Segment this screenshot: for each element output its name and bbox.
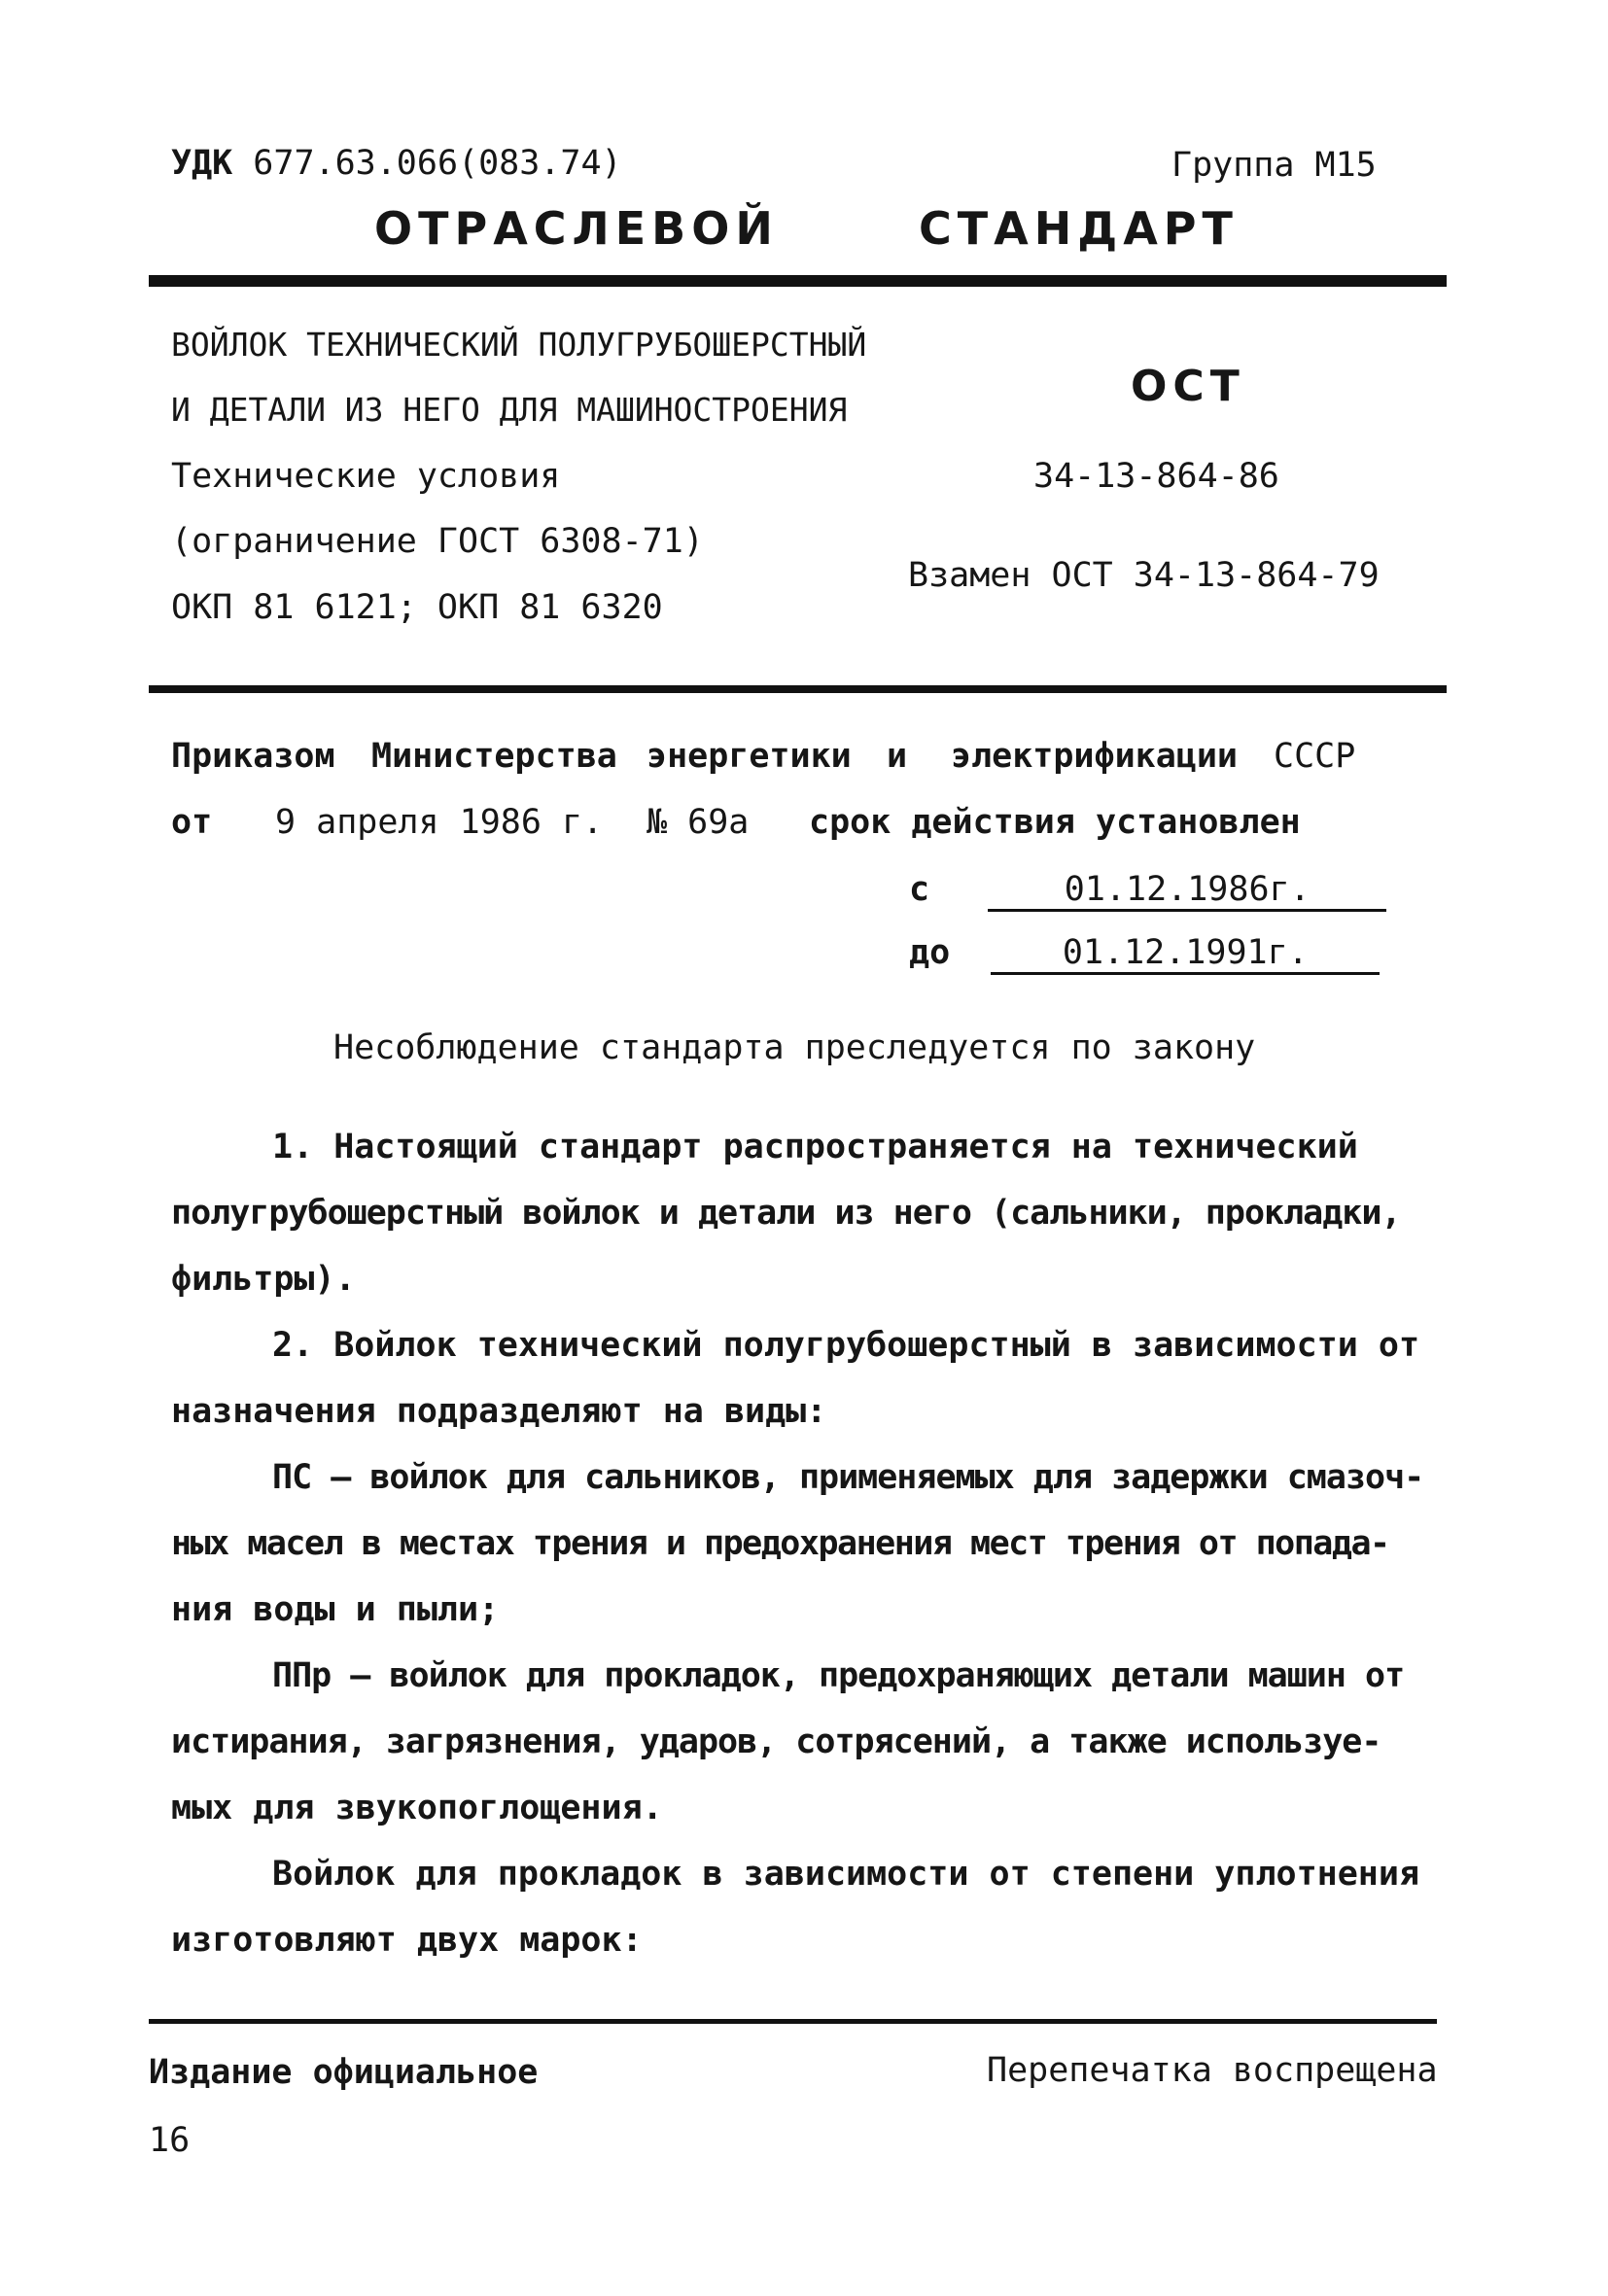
replaces-ost: Взамен ОСТ 34-13-864-79 (908, 556, 1380, 595)
order-word-4: и (887, 737, 908, 776)
paragraph-line: ППр – войлок для прокладок, предохраняющих детали машин от (272, 1656, 1405, 1695)
valid-to (909, 933, 1380, 975)
paragraph-line: ния воды и пыли; (171, 1590, 500, 1629)
order-word-3: энергетики (647, 737, 852, 776)
paragraph-line: 2. Войлок технический полугрубошерстный в зависимости от (272, 1326, 1420, 1365)
paragraph-line: Войлок для прокладок в зависимости от степени уплотнения (272, 1855, 1420, 1894)
udk-code: 677.63.066(083.74) (253, 144, 622, 183)
paragraph-line: мых для звукопоглощения. (171, 1789, 663, 1827)
header-rule (149, 275, 1447, 287)
udk-label: УДК (171, 144, 233, 183)
validity-text: срок действия установлен (809, 803, 1301, 842)
valid-from-date: 01.12.1986г. (988, 870, 1386, 912)
paragraph-line: фильтры). (171, 1260, 356, 1299)
order-word-1: Приказом (171, 737, 335, 776)
title-right: СТАНДАРТ (919, 202, 1239, 255)
order-word-2: Министерства (371, 737, 617, 776)
paragraph-line: изготовляют двух марок: (171, 1921, 643, 1960)
reprint-prohibited: Перепечатка воспрещена (987, 2051, 1438, 2090)
page-number: 16 (149, 2121, 191, 2160)
valid-from-label: с (909, 870, 930, 909)
order-word-5: электрификации (951, 737, 1239, 776)
title-left: ОТРАСЛЕВОЙ (374, 202, 779, 255)
title-block-rule (149, 685, 1447, 693)
footer-rule (149, 2019, 1437, 2024)
paragraph-line: ПС – войлок для сальников, применяемых для задержки смазоч- (272, 1458, 1424, 1497)
ost-number: 34-13-864-86 (1033, 457, 1279, 496)
valid-to-label: до (909, 933, 951, 972)
order-number: № 69а (647, 803, 750, 842)
paragraph-line: назначения подразделяют на виды: (171, 1392, 827, 1431)
paragraph-line: ных масел в местах трения и предохранения мест трения от попада- (171, 1524, 1389, 1563)
udk (171, 144, 622, 183)
order-from-word: от (171, 803, 213, 842)
standard-name-line1: ВОЙЛОК ТЕХНИЧЕСКИЙ ПОЛУГРУБОШЕРСТНЫЙ (171, 326, 867, 364)
order-date: 9 апреля 1986 г. (275, 803, 604, 842)
paragraph-line: истирания, загрязнения, ударов, сотрясений, а также используе- (171, 1722, 1381, 1761)
edition-official: Издание официальное (149, 2053, 539, 2092)
gost-restriction: (ограничение ГОСТ 6308-71) (171, 522, 704, 561)
paragraph-line: полугрубошерстный войлок и детали из него (сальники, прокладки, (171, 1194, 1401, 1233)
valid-to-date: 01.12.1991г. (991, 933, 1380, 975)
group-code: Группа М15 (1171, 146, 1377, 185)
ost-label: ОСТ (1131, 362, 1245, 411)
okp-codes: ОКП 81 6121; ОКП 81 6320 (171, 588, 663, 627)
standard-name-line2: И ДЕТАЛИ ИЗ НЕГО ДЛЯ МАШИНОСТРОЕНИЯ (171, 391, 848, 429)
paragraph-line: 1. Настоящий стандарт распространяется на технический (272, 1128, 1358, 1166)
standard-subtitle: Технические условия (171, 457, 561, 496)
valid-from (909, 870, 1386, 912)
order-word-6: СССР (1274, 737, 1356, 776)
legal-notice: Несоблюдение стандарта преследуется по закону (333, 1028, 1256, 1067)
